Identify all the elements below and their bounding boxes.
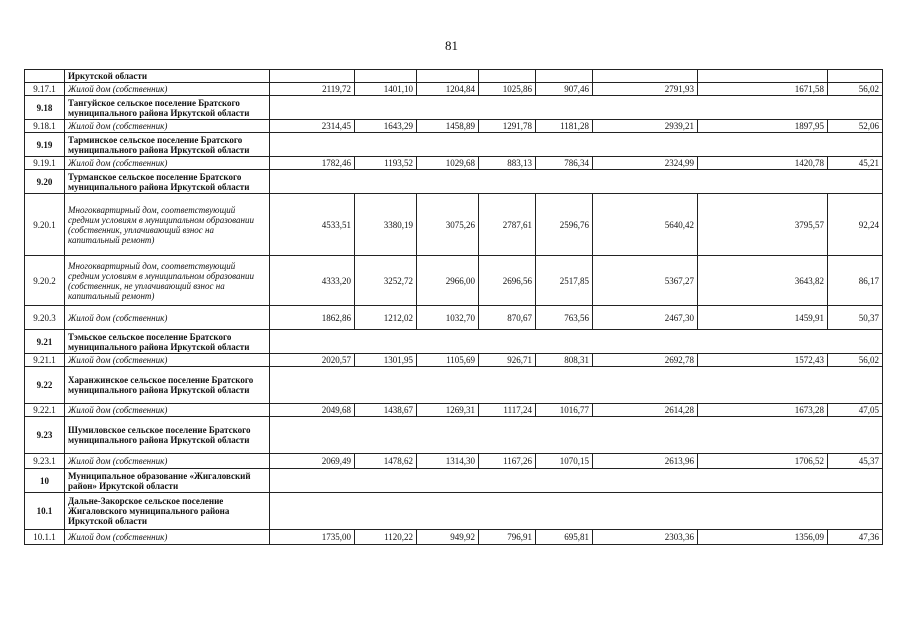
- value-cell: 5367,27: [593, 256, 698, 306]
- value-cell: 3643,82: [698, 256, 828, 306]
- value-cell: 1120,22: [355, 530, 417, 545]
- row-description: Жилой дом (собственник): [65, 404, 270, 417]
- value-cell: 47,36: [828, 530, 883, 545]
- empty-span-cell: [270, 170, 883, 194]
- data-row: [25, 157, 883, 170]
- value-cell: 2791,93: [593, 83, 698, 96]
- value-cell: 1181,28: [536, 120, 593, 133]
- value-cell: 5640,42: [593, 194, 698, 256]
- row-code: 9.17.1: [25, 83, 65, 96]
- value-cell: 47,05: [828, 404, 883, 417]
- tariff-table: [24, 69, 883, 545]
- section-title: Иркутской области: [65, 70, 270, 83]
- section-row: [25, 170, 883, 194]
- value-cell: 2049,68: [270, 404, 355, 417]
- section-row: [25, 133, 883, 157]
- value-cell: 3075,26: [417, 194, 479, 256]
- value-cell: 763,56: [536, 306, 593, 330]
- value-cell: 796,91: [479, 530, 536, 545]
- section-title: Харанжинское сельское поселение Братского муниципального района Иркутской области: [65, 367, 270, 404]
- section-row: [25, 367, 883, 404]
- empty-span-cell: [270, 469, 883, 493]
- value-cell: 1438,67: [355, 404, 417, 417]
- value-cell: 1291,78: [479, 120, 536, 133]
- value-cell: 56,02: [828, 83, 883, 96]
- section-code: 9.22: [25, 367, 65, 404]
- section-title: Дальне-Закорское сельское поселение Жигаловского муниципального района Иркутской области: [65, 493, 270, 530]
- empty-cell: [270, 70, 355, 83]
- value-cell: 1673,28: [698, 404, 828, 417]
- section-code: 9.19: [25, 133, 65, 157]
- value-cell: 695,81: [536, 530, 593, 545]
- value-cell: 2787,61: [479, 194, 536, 256]
- value-cell: 786,34: [536, 157, 593, 170]
- value-cell: 1572,43: [698, 354, 828, 367]
- value-cell: 2314,45: [270, 120, 355, 133]
- section-code: 10: [25, 469, 65, 493]
- section-code: 9.18: [25, 96, 65, 120]
- section-title: Тангуйское сельское поселение Братского муниципального района Иркутской области: [65, 96, 270, 120]
- data-row: [25, 530, 883, 545]
- section-row: [25, 96, 883, 120]
- empty-span-cell: [270, 96, 883, 120]
- section-title: Шумиловское сельское поселение Братского муниципального района Иркутской области: [65, 417, 270, 454]
- value-cell: 907,46: [536, 83, 593, 96]
- row-description: Жилой дом (собственник): [65, 83, 270, 96]
- row-code: 9.20.1: [25, 194, 65, 256]
- data-row: [25, 404, 883, 417]
- value-cell: 2303,36: [593, 530, 698, 545]
- row-code: 9.19.1: [25, 157, 65, 170]
- value-cell: 1420,78: [698, 157, 828, 170]
- empty-span-cell: [270, 133, 883, 157]
- row-code: 9.21.1: [25, 354, 65, 367]
- value-cell: 1459,91: [698, 306, 828, 330]
- row-description: Многоквартирный дом, соответствующий средним условиям в муниципальном образовании (собственник, уплачивающий взнос на капитальный ремонт): [65, 194, 270, 256]
- value-cell: 808,31: [536, 354, 593, 367]
- data-row: [25, 194, 883, 256]
- section-code: [25, 70, 65, 83]
- value-cell: 2614,28: [593, 404, 698, 417]
- empty-span-cell: [270, 367, 883, 404]
- row-description: Жилой дом (собственник): [65, 157, 270, 170]
- section-code: 9.23: [25, 417, 65, 454]
- value-cell: 870,67: [479, 306, 536, 330]
- page-number: 81: [445, 38, 458, 53]
- value-cell: 2069,49: [270, 454, 355, 469]
- value-cell: 1193,52: [355, 157, 417, 170]
- value-cell: 3252,72: [355, 256, 417, 306]
- value-cell: 45,37: [828, 454, 883, 469]
- value-cell: 86,17: [828, 256, 883, 306]
- row-description: Жилой дом (собственник): [65, 454, 270, 469]
- data-row: [25, 120, 883, 133]
- row-code: 9.20.2: [25, 256, 65, 306]
- row-code: 9.22.1: [25, 404, 65, 417]
- value-cell: 1897,95: [698, 120, 828, 133]
- data-row: [25, 354, 883, 367]
- value-cell: 3795,57: [698, 194, 828, 256]
- section-row: [25, 493, 883, 530]
- section-row: [25, 70, 883, 83]
- row-description: Жилой дом (собственник): [65, 306, 270, 330]
- value-cell: 1401,10: [355, 83, 417, 96]
- row-description: Жилой дом (собственник): [65, 530, 270, 545]
- value-cell: 1643,29: [355, 120, 417, 133]
- value-cell: 1070,15: [536, 454, 593, 469]
- row-description: Жилой дом (собственник): [65, 354, 270, 367]
- section-code: 10.1: [25, 493, 65, 530]
- value-cell: 2020,57: [270, 354, 355, 367]
- value-cell: 92,24: [828, 194, 883, 256]
- value-cell: 1167,26: [479, 454, 536, 469]
- value-cell: 52,06: [828, 120, 883, 133]
- value-cell: 1782,46: [270, 157, 355, 170]
- data-row: [25, 454, 883, 469]
- value-cell: 1458,89: [417, 120, 479, 133]
- value-cell: 1862,86: [270, 306, 355, 330]
- empty-cell: [828, 70, 883, 83]
- empty-span-cell: [270, 330, 883, 354]
- row-code: 10.1.1: [25, 530, 65, 545]
- value-cell: 1735,00: [270, 530, 355, 545]
- value-cell: 2119,72: [270, 83, 355, 96]
- row-code: 9.20.3: [25, 306, 65, 330]
- section-code: 9.20: [25, 170, 65, 194]
- value-cell: 1301,95: [355, 354, 417, 367]
- section-title: Турманское сельское поселение Братского муниципального района Иркутской области: [65, 170, 270, 194]
- empty-span-cell: [270, 417, 883, 454]
- section-title: Тэмьское сельское поселение Братского муниципального района Иркутской области: [65, 330, 270, 354]
- value-cell: 1706,52: [698, 454, 828, 469]
- section-row: [25, 469, 883, 493]
- row-code: 9.23.1: [25, 454, 65, 469]
- value-cell: 2939,21: [593, 120, 698, 133]
- section-title: Муниципальное образование «Жигаловский район» Иркутской области: [65, 469, 270, 493]
- value-cell: 45,21: [828, 157, 883, 170]
- empty-span-cell: [270, 493, 883, 530]
- value-cell: 1478,62: [355, 454, 417, 469]
- value-cell: 1025,86: [479, 83, 536, 96]
- value-cell: 1269,31: [417, 404, 479, 417]
- empty-cell: [479, 70, 536, 83]
- value-cell: 1029,68: [417, 157, 479, 170]
- value-cell: 56,02: [828, 354, 883, 367]
- data-row: [25, 83, 883, 96]
- empty-cell: [417, 70, 479, 83]
- section-title: Тарминское сельское поселение Братского муниципального района Иркутской области: [65, 133, 270, 157]
- value-cell: 1117,24: [479, 404, 536, 417]
- row-code: 9.18.1: [25, 120, 65, 133]
- value-cell: 949,92: [417, 530, 479, 545]
- section-code: 9.21: [25, 330, 65, 354]
- value-cell: 883,13: [479, 157, 536, 170]
- value-cell: 1204,84: [417, 83, 479, 96]
- value-cell: 2692,78: [593, 354, 698, 367]
- value-cell: 1671,58: [698, 83, 828, 96]
- value-cell: 926,71: [479, 354, 536, 367]
- data-row: [25, 306, 883, 330]
- section-row: [25, 417, 883, 454]
- empty-cell: [593, 70, 698, 83]
- value-cell: 1016,77: [536, 404, 593, 417]
- section-row: [25, 330, 883, 354]
- value-cell: 50,37: [828, 306, 883, 330]
- value-cell: 4533,51: [270, 194, 355, 256]
- value-cell: 1314,30: [417, 454, 479, 469]
- data-row: [25, 256, 883, 306]
- row-description: Многоквартирный дом, соответствующий средним условиям в муниципальном образовании (собственник, не уплачивающий взнос на капитальный ремонт): [65, 256, 270, 306]
- value-cell: 2517,85: [536, 256, 593, 306]
- value-cell: 2966,00: [417, 256, 479, 306]
- value-cell: 1212,02: [355, 306, 417, 330]
- value-cell: 1105,69: [417, 354, 479, 367]
- value-cell: 4333,20: [270, 256, 355, 306]
- value-cell: 2696,56: [479, 256, 536, 306]
- value-cell: 2467,30: [593, 306, 698, 330]
- value-cell: 2324,99: [593, 157, 698, 170]
- value-cell: 1032,70: [417, 306, 479, 330]
- value-cell: 2596,76: [536, 194, 593, 256]
- empty-cell: [698, 70, 828, 83]
- value-cell: 2613,96: [593, 454, 698, 469]
- empty-cell: [355, 70, 417, 83]
- value-cell: 3380,19: [355, 194, 417, 256]
- row-description: Жилой дом (собственник): [65, 120, 270, 133]
- value-cell: 1356,09: [698, 530, 828, 545]
- empty-cell: [536, 70, 593, 83]
